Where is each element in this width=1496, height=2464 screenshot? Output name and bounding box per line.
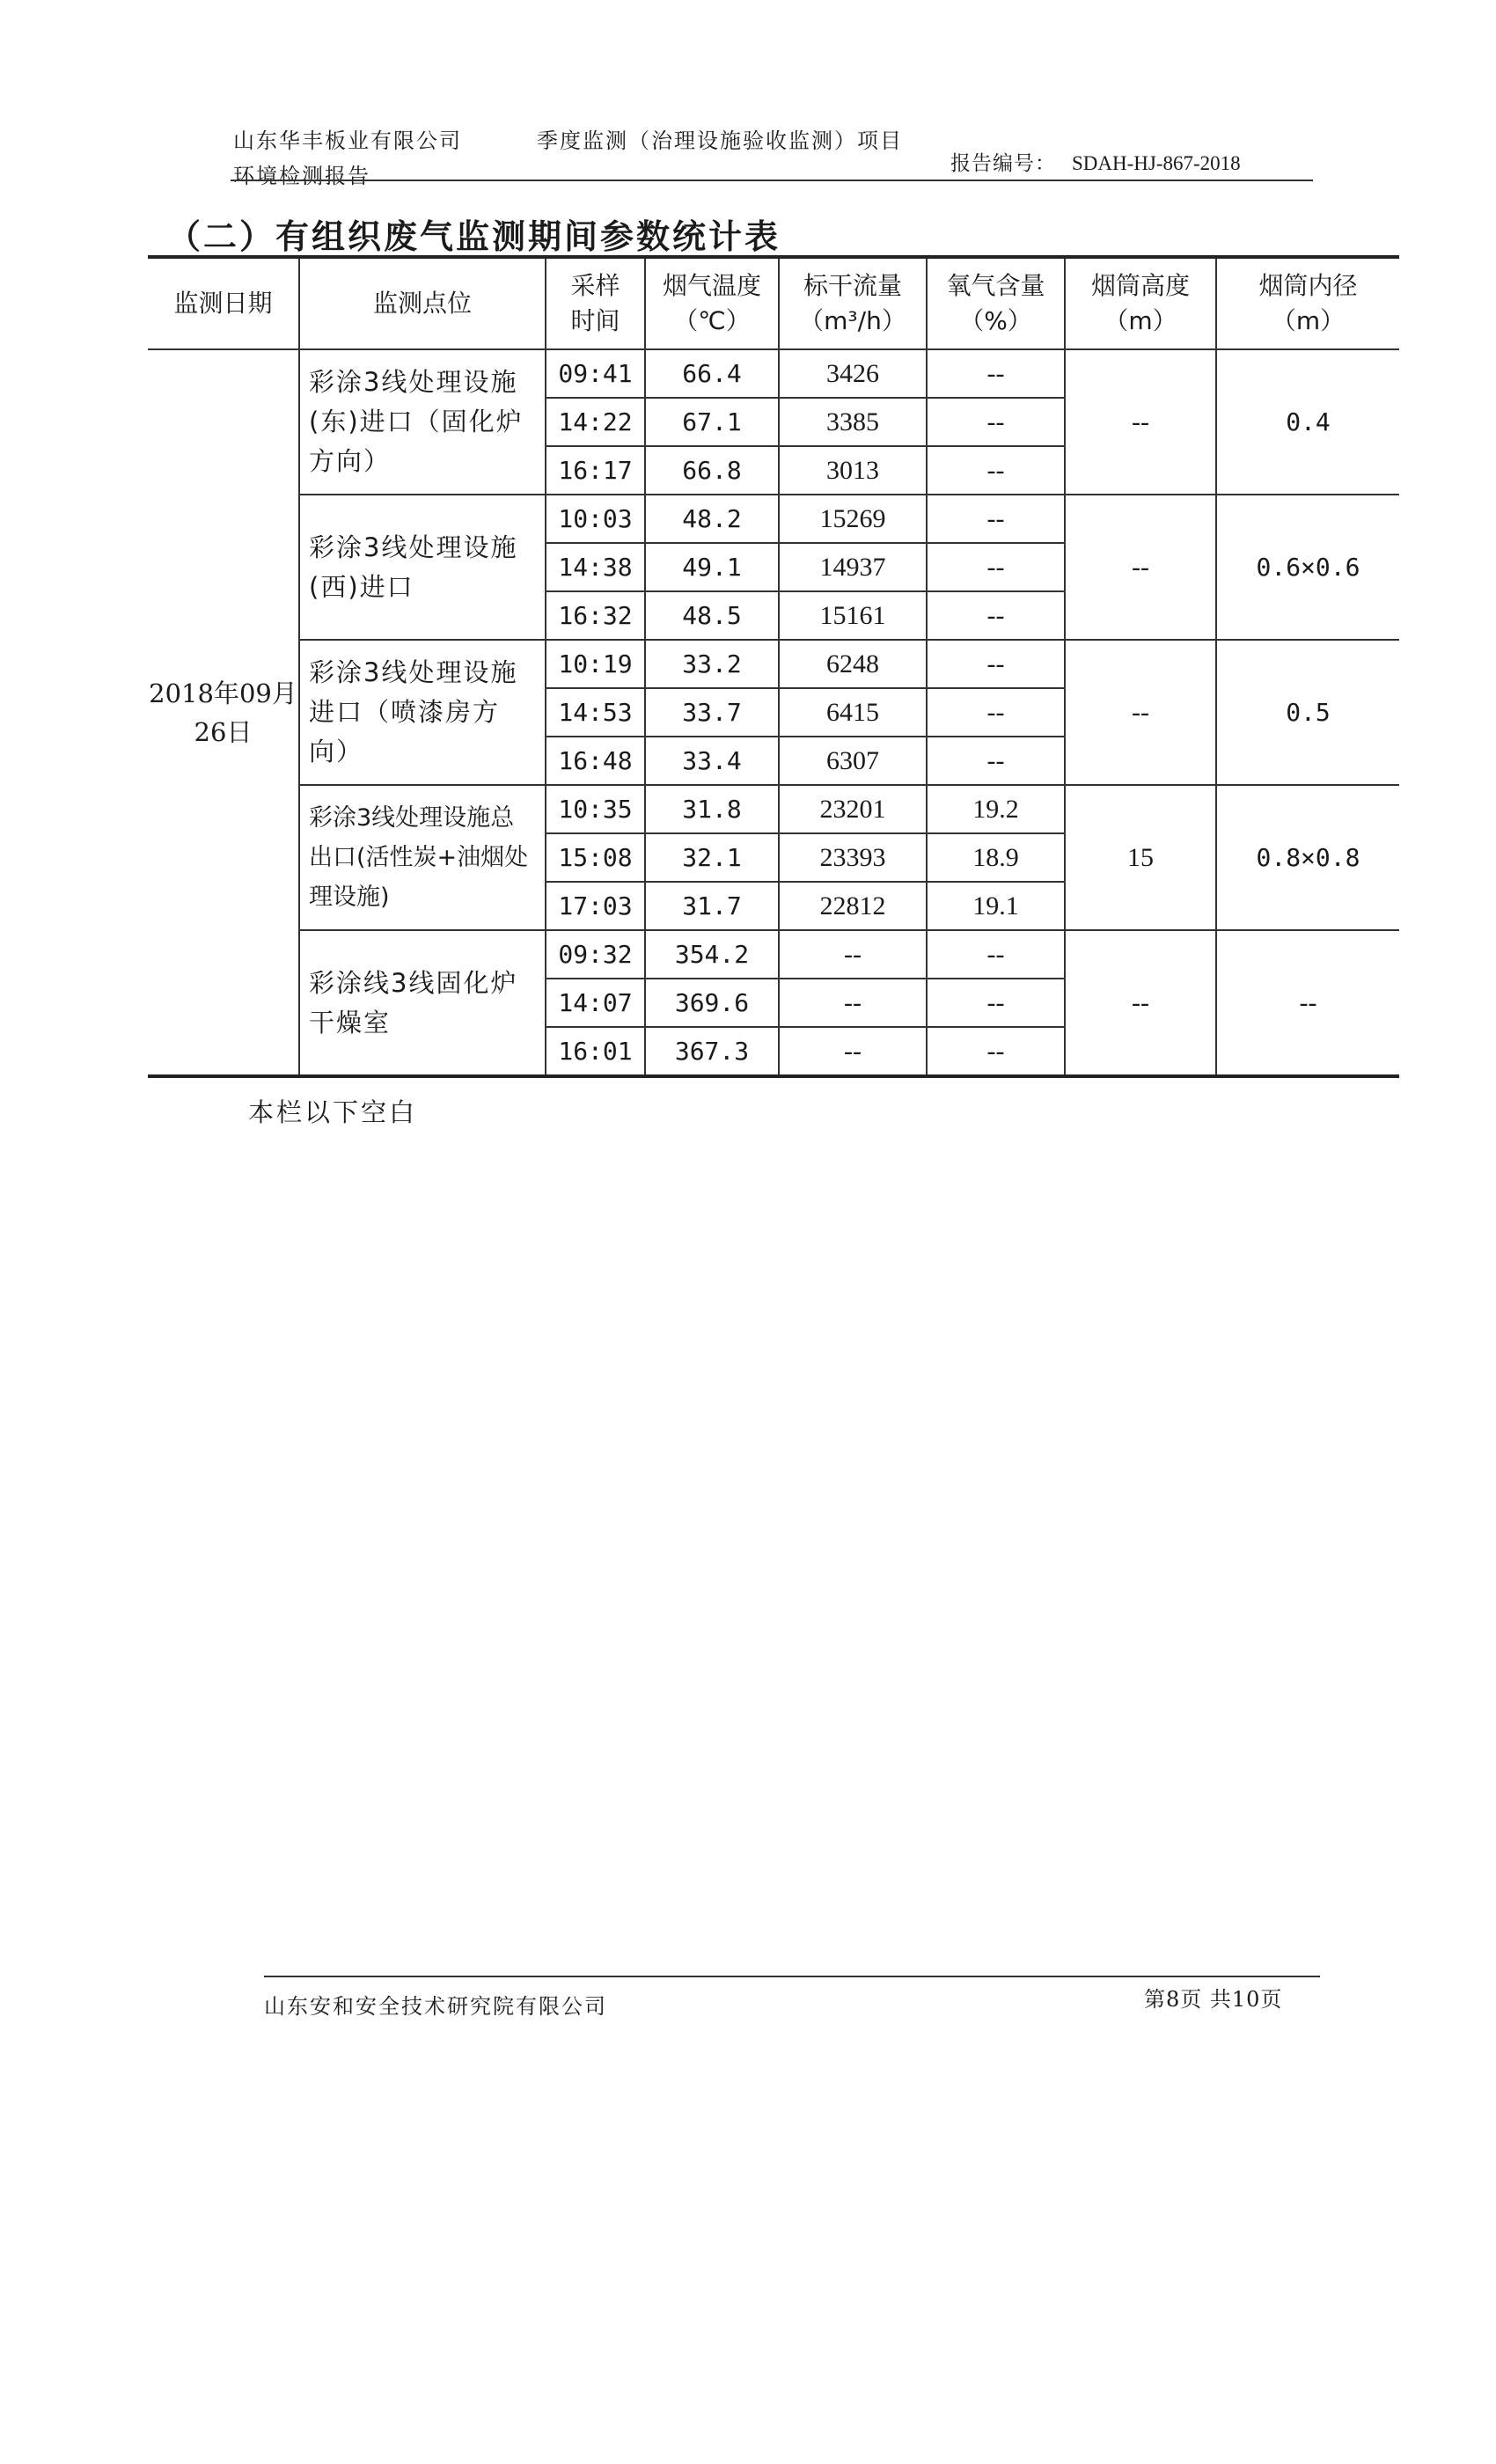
sample-time: 14:07 (546, 979, 645, 1027)
footer-page-number: 第8页 共10页 (1144, 1987, 1283, 2012)
table-row (148, 785, 1399, 833)
sample-time: 15:08 (546, 833, 645, 882)
monitoring-point: 彩涂3线处理设施(东)进口（固化炉方向） (299, 349, 546, 495)
sample-time: 10:35 (546, 785, 645, 833)
gas-temperature: 66.8 (645, 446, 779, 495)
table-row (148, 495, 1399, 543)
sample-time: 14:53 (546, 688, 645, 737)
dry-flow: 14937 (779, 543, 927, 591)
sample-time: 17:03 (546, 882, 645, 930)
header-company: 山东华丰板业有限公司 (233, 128, 462, 153)
dry-flow: 22812 (779, 882, 927, 930)
col-time-header: 采样 时间 (546, 257, 645, 349)
monitoring-point: 彩涂3线处理设施(西)进口 (299, 495, 546, 640)
report-no-value: SDAH-HJ-867-2018 (1072, 152, 1241, 174)
dry-flow: 3013 (779, 446, 927, 495)
blank-below-note: 本栏以下空白 (248, 1097, 418, 1127)
dry-flow: 3385 (779, 398, 927, 446)
stack-height: -- (1065, 640, 1216, 785)
oxygen-content: -- (927, 591, 1065, 640)
stack-diameter: 0.5 (1216, 640, 1399, 785)
gas-temperature: 354.2 (645, 930, 779, 979)
gas-temperature: 369.6 (645, 979, 779, 1027)
stack-height: -- (1065, 349, 1216, 495)
oxygen-content: -- (927, 688, 1065, 737)
sample-time: 10:19 (546, 640, 645, 688)
col-height-header: 烟筒高度 （m） (1065, 257, 1216, 349)
monitoring-point: 彩涂3线处理设施总出口(活性炭+油烟处理设施) (299, 785, 546, 930)
dry-flow: 15269 (779, 495, 927, 543)
table-row (148, 640, 1399, 688)
dry-flow: 15161 (779, 591, 927, 640)
oxygen-content: -- (927, 1027, 1065, 1076)
sample-time: 14:38 (546, 543, 645, 591)
oxygen-content: -- (927, 930, 1065, 979)
oxygen-content: 19.2 (927, 785, 1065, 833)
sample-time: 10:03 (546, 495, 645, 543)
header-left (233, 123, 462, 194)
stack-height: 15 (1065, 785, 1216, 930)
monitoring-point: 彩涂线3线固化炉干燥室 (299, 930, 546, 1076)
gas-temperature: 48.5 (645, 591, 779, 640)
stack-diameter: -- (1216, 930, 1399, 1076)
oxygen-content: -- (927, 979, 1065, 1027)
gas-temperature: 367.3 (645, 1027, 779, 1076)
oxygen-content: 18.9 (927, 833, 1065, 882)
col-oxygen-header: 氧气含量 （%） (927, 257, 1065, 349)
gas-temperature: 31.7 (645, 882, 779, 930)
stack-diameter: 0.6×0.6 (1216, 495, 1399, 640)
report-no-label: 报告编号： (950, 152, 1056, 175)
gas-temperature: 33.4 (645, 737, 779, 785)
table-row (148, 930, 1399, 979)
gas-temperature: 48.2 (645, 495, 779, 543)
gas-temperature: 32.1 (645, 833, 779, 882)
col-date-header: 监测日期 (148, 257, 299, 349)
sample-time: 16:32 (546, 591, 645, 640)
gas-temperature: 33.7 (645, 688, 779, 737)
section-title: （二）有组织废气监测期间参数统计表 (167, 217, 781, 256)
stack-diameter: 0.4 (1216, 349, 1399, 495)
dry-flow: 6248 (779, 640, 927, 688)
sample-time: 09:32 (546, 930, 645, 979)
footer-organization: 山东安和安全技术研究院有限公司 (264, 1994, 607, 2019)
oxygen-content: 19.1 (927, 882, 1065, 930)
oxygen-content: -- (927, 737, 1065, 785)
header-project: 季度监测（治理设施验收监测）项目 (537, 128, 903, 153)
dry-flow: 23201 (779, 785, 927, 833)
sample-time: 09:41 (546, 349, 645, 398)
gas-temperature: 33.2 (645, 640, 779, 688)
table-header-row (148, 257, 1399, 349)
sample-time: 14:22 (546, 398, 645, 446)
gas-temperature: 66.4 (645, 349, 779, 398)
stack-diameter: 0.8×0.8 (1216, 785, 1399, 930)
sample-time: 16:48 (546, 737, 645, 785)
header-divider (231, 180, 1313, 181)
sample-time: 16:17 (546, 446, 645, 495)
col-point-header: 监测点位 (299, 257, 546, 349)
oxygen-content: -- (927, 543, 1065, 591)
dry-flow: -- (779, 1027, 927, 1076)
footer-divider (264, 1976, 1320, 1977)
dry-flow: 6415 (779, 688, 927, 737)
monitoring-point: 彩涂3线处理设施进口（喷漆房方向） (299, 640, 546, 785)
monitoring-date: 2018年09月26日 (148, 349, 299, 1076)
dry-flow: 6307 (779, 737, 927, 785)
stack-height: -- (1065, 495, 1216, 640)
oxygen-content: -- (927, 495, 1065, 543)
col-diameter-header: 烟筒内径 （m） (1216, 257, 1399, 349)
col-flow-header: 标干流量 （m³/h） (779, 257, 927, 349)
stack-height: -- (1065, 930, 1216, 1076)
sample-time: 16:01 (546, 1027, 645, 1076)
oxygen-content: -- (927, 446, 1065, 495)
dry-flow: 23393 (779, 833, 927, 882)
oxygen-content: -- (927, 398, 1065, 446)
gas-temperature: 67.1 (645, 398, 779, 446)
gas-temperature: 31.8 (645, 785, 779, 833)
col-temp-header: 烟气温度 （℃） (645, 257, 779, 349)
table-row (148, 349, 1399, 398)
dry-flow: 3426 (779, 349, 927, 398)
header-report-number (950, 147, 1241, 176)
header-report-type: 环境检测报告 (233, 164, 370, 188)
dry-flow: -- (779, 979, 927, 1027)
parameter-table (148, 255, 1399, 1078)
gas-temperature: 49.1 (645, 543, 779, 591)
dry-flow: -- (779, 930, 927, 979)
oxygen-content: -- (927, 640, 1065, 688)
oxygen-content: -- (927, 349, 1065, 398)
